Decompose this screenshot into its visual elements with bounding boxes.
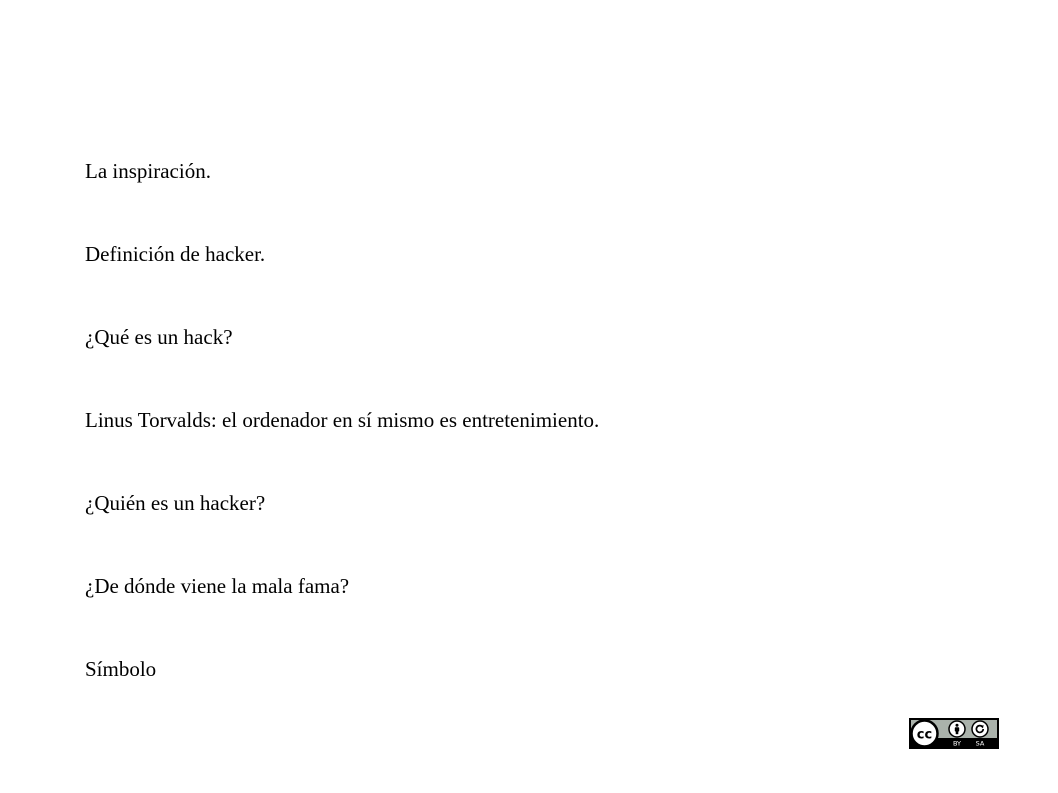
topic-item-definicion-hacker: Definición de hacker. [85,242,266,266]
topic-item-quien-es-hacker: ¿Quién es un hacker? [85,491,266,515]
sa-label: SA [975,739,985,748]
topic-item-que-es-hack: ¿Qué es un hack? [85,325,233,349]
topic-item-mala-fama: ¿De dónde viene la mala fama? [85,574,350,598]
share-alike-icon [972,721,988,737]
cc-by-sa-icon [909,718,999,749]
by-label: BY [952,739,962,748]
attribution-icon [949,721,965,737]
cc-circle-icon [912,721,938,747]
cc-text: cc [916,727,933,743]
topic-item-simbolo: Símbolo [85,657,157,681]
topic-list [85,156,599,684]
topic-item-inspiracion: La inspiración. [85,159,211,183]
topic-item-linus-torvalds: Linus Torvalds: el ordenador en sí mismo es entretenimiento. [85,408,600,432]
